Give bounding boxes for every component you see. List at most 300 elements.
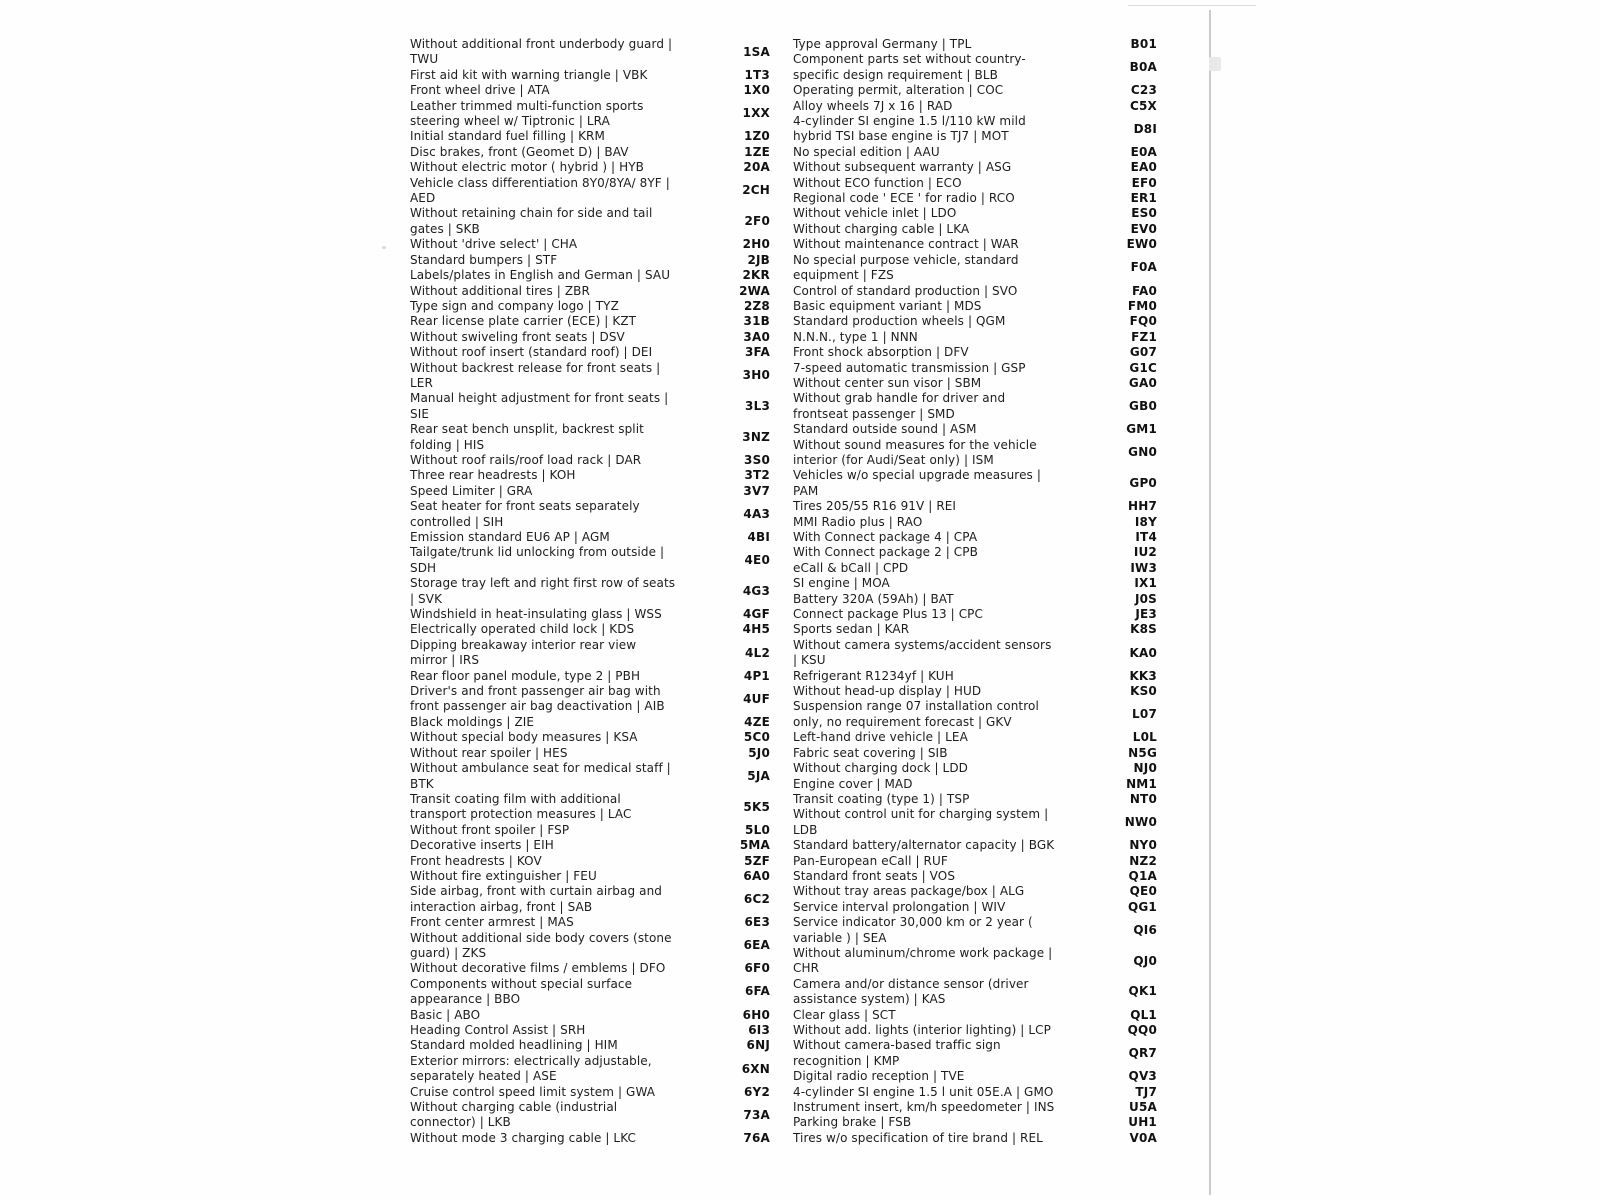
option-row [793, 1131, 1157, 1146]
option-row [793, 253, 1157, 284]
option-row [793, 807, 1157, 838]
option-description: 7-speed automatic transmission | GSP [793, 360, 1026, 375]
option-pr-code: 73A [743, 1107, 770, 1122]
option-pr-code: 3V7 [743, 483, 770, 498]
option-row [410, 345, 770, 360]
option-description: Connect package Plus 13 | CPC [793, 607, 983, 622]
option-description: Operating permit, alteration | COC [793, 83, 1004, 98]
option-description: Decorative inserts | EIH [410, 838, 554, 853]
option-pr-code: D8I [1133, 121, 1157, 136]
option-row [793, 160, 1157, 175]
option-description: Sports sedan | KAR [793, 622, 910, 637]
option-pr-code: 5L0 [745, 822, 770, 837]
option-description: Without vehicle inlet | LDO [793, 206, 957, 221]
option-row [410, 638, 770, 669]
option-pr-code: NT0 [1129, 791, 1157, 806]
option-description: Without swiveling front seats | DSV [410, 329, 625, 344]
option-row [793, 52, 1157, 83]
option-pr-code: QR7 [1128, 1046, 1157, 1061]
option-row [793, 114, 1157, 145]
scan-edge-line [1209, 10, 1211, 1195]
option-pr-code: 3H0 [742, 368, 770, 383]
option-row [410, 468, 770, 483]
option-description: Standard bumpers | STF [410, 252, 558, 267]
option-pr-code: IX1 [1134, 576, 1157, 591]
option-description: Driver's and front passenger air bag with front passenger air bag deactivation | AIB [410, 684, 665, 714]
option-description: Heading Control Assist | SRH [410, 1023, 586, 1037]
option-row [793, 622, 1157, 637]
option-pr-code: FM0 [1127, 298, 1157, 313]
option-description: 4-cylinder SI engine 1.5 l unit 05E.A | GMO [793, 1084, 1054, 1099]
option-pr-code: 6FA [744, 984, 770, 999]
option-description: Basic | ABO [410, 1007, 481, 1022]
option-description: MMI Radio plus | RAO [793, 514, 923, 529]
option-pr-code: 6H0 [742, 1007, 770, 1022]
option-description: Side airbag, front with curtain airbag and interaction airbag, front | SAB [410, 884, 662, 914]
option-pr-code: 4BI [747, 530, 770, 544]
option-row [410, 1008, 770, 1023]
option-row [410, 145, 770, 160]
option-row [410, 715, 770, 730]
option-description: With Connect package 2 | CPB [793, 545, 978, 560]
option-pr-code: 4E0 [744, 553, 770, 568]
option-pr-code: 5JA [747, 768, 770, 783]
option-row [793, 946, 1157, 977]
option-row [793, 530, 1157, 545]
option-row [793, 1023, 1157, 1038]
option-row [410, 206, 770, 237]
option-row [793, 1038, 1157, 1069]
option-pr-code: 4G3 [742, 583, 770, 598]
option-row [410, 869, 770, 884]
option-row [410, 37, 770, 68]
option-row [793, 237, 1157, 252]
option-row [793, 314, 1157, 329]
option-pr-code: JE3 [1135, 607, 1157, 622]
option-row [410, 284, 770, 299]
option-row [793, 900, 1157, 915]
option-row [793, 684, 1157, 699]
option-pr-code: NZ2 [1129, 853, 1157, 868]
option-row [410, 1038, 770, 1053]
option-row [793, 869, 1157, 884]
option-description: Without add. lights (interior lighting) | LCP [793, 1023, 1051, 1037]
option-pr-code: 4ZE [744, 714, 770, 729]
option-row [410, 730, 770, 745]
option-description: Vehicles w/o special upgrade measures | PAM [793, 468, 1041, 498]
option-description: Without head-up display | HUD [793, 684, 982, 699]
option-row [410, 669, 770, 684]
option-row [793, 222, 1157, 237]
option-row [410, 160, 770, 175]
option-pr-code: 76A [743, 1130, 770, 1145]
option-description: Rear seat bench unsplit, backrest split folding | HIS [410, 422, 644, 452]
option-pr-code: 6E3 [744, 915, 770, 930]
option-row [410, 961, 770, 976]
option-row [410, 823, 770, 838]
option-pr-code: 4L2 [745, 645, 770, 660]
option-pr-code: GM1 [1126, 422, 1157, 437]
option-row [793, 638, 1157, 669]
option-pr-code: L0L [1132, 730, 1157, 745]
option-pr-code: QL1 [1130, 1007, 1157, 1022]
option-pr-code: G07 [1129, 345, 1157, 360]
option-description: Without additional tires | ZBR [410, 283, 590, 298]
option-pr-code: V0A [1129, 1130, 1157, 1145]
option-description: Windshield in heat-insulating glass | WSS [410, 607, 662, 622]
option-pr-code: 3L3 [745, 399, 770, 414]
option-row [793, 561, 1157, 576]
option-pr-code: 3FA [744, 345, 770, 360]
option-code-table-right [793, 37, 1157, 1146]
option-row [793, 422, 1157, 437]
option-description: Dipping breakaway interior rear view mirror | IRS [410, 637, 637, 668]
option-pr-code: GB0 [1129, 399, 1157, 414]
option-row [410, 746, 770, 761]
option-description: Without backrest release for front seats | LER [410, 360, 661, 390]
option-description: Disc brakes, front (Geomet D) | BAV [410, 144, 629, 159]
option-description: Three rear headrests | KOH [410, 468, 576, 483]
option-pr-code: 2H0 [742, 237, 770, 252]
option-description: Tires w/o specification of tire brand | REL [793, 1130, 1043, 1145]
option-row [793, 515, 1157, 530]
option-description: Without camera systems/accident sensors | KSU [793, 637, 1052, 668]
option-pr-code: FA0 [1131, 283, 1157, 298]
option-row [793, 330, 1157, 345]
option-pr-code: 5K5 [743, 799, 770, 814]
option-description: Without ambulance seat for medical staff | BTK [410, 761, 671, 791]
option-row [410, 545, 770, 576]
option-pr-code: IT4 [1135, 530, 1157, 544]
option-pr-code: QI6 [1133, 922, 1157, 937]
option-pr-code: TJ7 [1135, 1084, 1157, 1099]
option-row [793, 1008, 1157, 1023]
option-row [793, 576, 1157, 591]
option-description: Front headrests | KOV [410, 853, 542, 868]
option-row [410, 453, 770, 468]
option-pr-code: EV0 [1130, 221, 1157, 236]
option-pr-code: GP0 [1129, 476, 1157, 491]
option-pr-code: GA0 [1128, 375, 1157, 390]
option-description: Without charging dock | LDD [793, 761, 969, 776]
option-description: Tailgate/trunk lid unlocking from outside | SDH [410, 545, 665, 575]
option-description: Without charging cable | LKA [793, 221, 970, 236]
option-description: Suspension range 07 installation control only, no requirement forecast | GKV [793, 699, 1039, 729]
option-description: SI engine | MOA [793, 576, 890, 591]
option-pr-code: J0S [1134, 591, 1157, 606]
option-pr-code: QJ0 [1133, 953, 1157, 968]
option-row [793, 592, 1157, 607]
option-row [793, 730, 1157, 745]
option-row [793, 299, 1157, 314]
option-description: Without tray areas package/box | ALG [793, 884, 1025, 899]
option-pr-code: UH1 [1128, 1115, 1157, 1130]
option-description: Initial standard fuel filling | KRM [410, 129, 605, 144]
option-description: Parking brake | FSB [793, 1115, 912, 1130]
option-description: Without aluminum/chrome work package | CHR [793, 945, 1053, 976]
option-row [410, 499, 770, 530]
option-description: Standard production wheels | QGM [793, 314, 1006, 329]
option-row [410, 129, 770, 144]
option-description: Left-hand drive vehicle | LEA [793, 730, 968, 745]
option-row [793, 699, 1157, 730]
option-pr-code: F0A [1130, 260, 1157, 275]
option-pr-code: 1XX [742, 106, 770, 121]
option-pr-code: 5MA [739, 838, 770, 853]
option-pr-code: QV3 [1128, 1069, 1157, 1084]
option-row [793, 854, 1157, 869]
option-description: Service interval prolongation | WIV [793, 899, 1006, 914]
option-row [793, 361, 1157, 376]
option-row [793, 607, 1157, 622]
option-pr-code: 6NJ [746, 1038, 770, 1053]
option-description: Type sign and company logo | TYZ [410, 298, 619, 313]
option-row [793, 838, 1157, 853]
option-pr-code: Q1A [1128, 868, 1157, 883]
option-row [793, 499, 1157, 514]
option-row [410, 884, 770, 915]
option-pr-code: 2WA [739, 283, 770, 298]
option-pr-code: 6XN [741, 1061, 770, 1076]
option-row [793, 1069, 1157, 1084]
option-description: Engine cover | MAD [793, 776, 913, 791]
option-row [793, 777, 1157, 792]
option-pr-code: U5A [1129, 1100, 1157, 1115]
option-row [793, 284, 1157, 299]
option-pr-code: EF0 [1131, 175, 1157, 190]
option-row [410, 268, 770, 283]
option-pr-code: KA0 [1129, 645, 1157, 660]
option-description: Without grab handle for driver and frontseat passenger | SMD [793, 391, 1006, 421]
option-row [793, 191, 1157, 206]
option-description: Without center sun visor | SBM [793, 375, 982, 390]
option-description: Without 'drive select' | CHA [410, 237, 578, 252]
option-pr-code: G1C [1129, 360, 1157, 375]
option-description: eCall & bCall | CPD [793, 560, 909, 575]
option-description: Standard outside sound | ASM [793, 422, 977, 437]
option-pr-code: 4P1 [743, 668, 770, 683]
option-row [410, 422, 770, 453]
option-row [410, 684, 770, 715]
option-description: Control of standard production | SVO [793, 283, 1018, 298]
option-description: Refrigerant R1234yf | KUH [793, 668, 954, 683]
option-pr-code: 2Z8 [743, 298, 770, 313]
option-description: Manual height adjustment for front seats | SIE [410, 391, 669, 421]
option-row [410, 361, 770, 392]
option-description: No special edition | AAU [793, 144, 940, 159]
option-description: Pan-European eCall | RUF [793, 853, 948, 868]
option-description: Without sound measures for the vehicle interior (for Audi/Seat only) | ISM [793, 437, 1037, 467]
option-pr-code: 2F0 [744, 214, 770, 229]
option-pr-code: 20A [743, 160, 770, 175]
option-description: Without electric motor ( hybrid ) | HYB [410, 160, 644, 175]
option-description: Type approval Germany | TPL [793, 37, 972, 51]
option-description: Black moldings | ZIE [410, 714, 535, 729]
option-description: Tires 205/55 R16 91V | REI [793, 499, 957, 514]
option-description: First aid kit with warning triangle | VBK [410, 67, 648, 82]
option-description: Instrument insert, km/h speedometer | INS [793, 1100, 1055, 1115]
option-description: Standard front seats | VOS [793, 868, 956, 883]
option-pr-code: EA0 [1130, 160, 1157, 175]
option-description: Speed Limiter | GRA [410, 483, 533, 498]
option-row [793, 468, 1157, 499]
option-description: Without rear spoiler | HES [410, 745, 568, 760]
option-description: Front center armrest | MAS [410, 915, 574, 930]
option-row [410, 330, 770, 345]
option-row [410, 68, 770, 83]
option-row [410, 253, 770, 268]
option-pr-code: 1T3 [744, 67, 770, 82]
option-pr-code: K8S [1130, 622, 1157, 637]
option-description: Rear floor panel module, type 2 | PBH [410, 668, 641, 683]
option-pr-code: 1ZE [744, 144, 770, 159]
option-description: Exterior mirrors: electrically adjustable, separately heated | ASE [410, 1053, 652, 1084]
option-row [410, 1023, 770, 1038]
option-description: Electrically operated child lock | KDS [410, 622, 635, 637]
option-pr-code: NW0 [1124, 815, 1157, 830]
option-row [410, 622, 770, 637]
option-pr-code: B01 [1130, 37, 1157, 51]
option-row [410, 530, 770, 545]
option-pr-code: 4UF [743, 691, 770, 706]
option-row [793, 1115, 1157, 1130]
option-row [793, 145, 1157, 160]
option-row [410, 761, 770, 792]
option-row [793, 391, 1157, 422]
option-pr-code: QQ0 [1127, 1023, 1157, 1037]
option-row [793, 977, 1157, 1008]
option-description: Battery 320A (59Ah) | BAT [793, 591, 954, 606]
option-description: Leather trimmed multi-function sports steering wheel w/ Tiptronic | LRA [410, 98, 644, 129]
option-pr-code: I8Y [1134, 514, 1157, 529]
option-description: Without additional side body covers (stone guard) | ZKS [410, 930, 672, 960]
option-description: Standard battery/alternator capacity | BGK [793, 838, 1055, 853]
option-row [410, 1085, 770, 1100]
option-pr-code: FQ0 [1129, 314, 1157, 329]
option-pr-code: 4GF [743, 607, 770, 622]
option-description: Components without special surface appearance | BBO [410, 976, 633, 1007]
option-pr-code: 3A0 [743, 329, 770, 344]
option-row [410, 299, 770, 314]
option-pr-code: E0A [1130, 144, 1157, 159]
option-description: Camera and/or distance sensor (driver assistance system) | KAS [793, 976, 1029, 1007]
scan-smudge [1209, 57, 1221, 71]
option-row [793, 176, 1157, 191]
option-row [793, 376, 1157, 391]
option-description: Regional code ' ECE ' for radio | RCO [793, 191, 1015, 206]
option-description: Transit coating (type 1) | TSP [793, 791, 970, 806]
option-pr-code: NJ0 [1133, 761, 1157, 776]
option-pr-code: 6Y2 [744, 1084, 770, 1099]
option-row [793, 345, 1157, 360]
option-pr-code: B0A [1129, 60, 1157, 75]
option-pr-code: 6C2 [743, 892, 770, 907]
option-row [793, 669, 1157, 684]
option-pr-code: 2KR [742, 268, 770, 283]
option-description: Without roof rails/roof load rack | DAR [410, 452, 642, 467]
option-pr-code: ER1 [1130, 191, 1157, 206]
option-description: Basic equipment variant | MDS [793, 298, 982, 313]
option-description: Without front spoiler | FSP [410, 822, 570, 837]
option-pr-code: L07 [1132, 707, 1157, 722]
option-description: Without mode 3 charging cable | LKC [410, 1130, 637, 1145]
option-row [410, 83, 770, 98]
option-pr-code: 5J0 [748, 745, 770, 760]
option-row [410, 1131, 770, 1146]
option-pr-code: C23 [1130, 83, 1157, 98]
scan-edge-line-top [1128, 5, 1256, 6]
option-description: Alloy wheels 7J x 16 | RAD [793, 98, 953, 113]
option-pr-code: IW3 [1130, 560, 1157, 575]
option-pr-code: 3NZ [742, 429, 770, 444]
option-description: Without maintenance contract | WAR [793, 237, 1019, 252]
option-row [410, 99, 770, 130]
option-pr-code: 6I3 [748, 1023, 770, 1037]
option-pr-code: IU2 [1133, 545, 1157, 560]
option-row [793, 545, 1157, 560]
option-row [410, 792, 770, 823]
option-pr-code: 5ZF [744, 853, 770, 868]
option-pr-code: 3T2 [744, 468, 770, 483]
option-pr-code: QE0 [1129, 884, 1157, 899]
option-pr-code: 6EA [743, 938, 770, 953]
option-pr-code: EW0 [1126, 237, 1157, 252]
option-row [793, 1100, 1157, 1115]
option-description: Without roof insert (standard roof) | DEI [410, 345, 653, 360]
option-pr-code: 3S0 [744, 452, 770, 467]
option-description: Rear license plate carrier (ECE) | KZT [410, 314, 637, 329]
option-pr-code: KK3 [1129, 668, 1157, 683]
option-description: Seat heater for front seats separately controlled | SIH [410, 499, 640, 529]
option-description: Clear glass | SCT [793, 1007, 896, 1022]
option-description: 4-cylinder SI engine 1.5 l/110 kW mild hybrid TSI base engine is TJ7 | MOT [793, 114, 1026, 144]
option-row [793, 206, 1157, 221]
option-row [410, 237, 770, 252]
option-row [410, 931, 770, 962]
option-pr-code: 2CH [742, 183, 770, 198]
option-row [410, 1100, 770, 1131]
option-pr-code: QG1 [1127, 899, 1157, 914]
option-description: Fabric seat covering | SIB [793, 745, 948, 760]
option-row [410, 607, 770, 622]
option-row [793, 37, 1157, 52]
option-row [410, 484, 770, 499]
option-description: Storage tray left and right first row of seats | SVK [410, 576, 676, 606]
option-description: Without subsequent warranty | ASG [793, 160, 1012, 175]
option-description: Without additional front underbody guard | TWU [410, 37, 673, 67]
option-row [410, 838, 770, 853]
option-pr-code: N5G [1128, 745, 1157, 760]
option-pr-code: 6F0 [744, 961, 770, 976]
option-pr-code: ES0 [1131, 206, 1157, 221]
option-row [410, 576, 770, 607]
option-pr-code: GN0 [1128, 445, 1157, 460]
option-pr-code: 5C0 [743, 730, 770, 745]
option-row [410, 1054, 770, 1085]
option-description: Service indicator 30,000 km or 2 year ( variable ) | SEA [793, 915, 1033, 945]
option-row [793, 1085, 1157, 1100]
option-description: Without decorative films / emblems | DFO [410, 961, 666, 976]
option-row [793, 761, 1157, 776]
option-row [793, 438, 1157, 469]
option-description: Emission standard EU6 AP | AGM [410, 530, 610, 544]
option-description: Transit coating film with additional transport protection measures | LAC [410, 791, 632, 822]
option-description: Without charging cable (industrial connector) | LKB [410, 1100, 618, 1130]
option-pr-code: 4H5 [742, 622, 770, 637]
option-pr-code: 2JB [747, 252, 770, 267]
option-row [410, 314, 770, 329]
option-description: Digital radio reception | TVE [793, 1069, 965, 1084]
